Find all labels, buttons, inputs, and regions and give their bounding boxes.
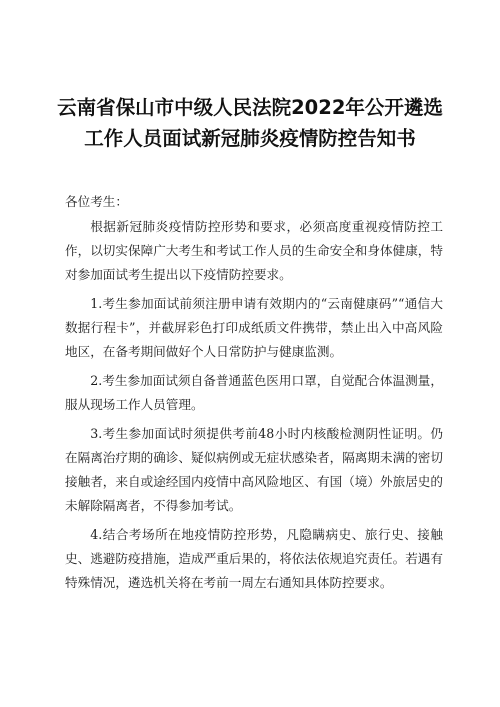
- paragraph-intro: 根据新冠肺炎疫情防控形势和要求，必须高度重视疫情防控工作，以切实保障广大考生和考试工作人员的生命安全和身体健康，特对参加面试考生提出以下疫情防控要求。: [65, 219, 443, 282]
- paragraph-item-1: 1.考生参加面试前须注册申请有效期内的“云南健康码”“通信大数据行程卡”，并截屏彩色打印成纸质文件携带，禁止出入中高风险地区，在备考期间做好个人日常防护与健康监测。: [65, 296, 443, 359]
- document-title: [40, 92, 460, 154]
- paragraph-item-2: 2.考生参加面试须自备普通蓝色医用口罩，自觉配合体温测量，服从现场工作人员管理。: [65, 373, 443, 412]
- title-line-2: 工作人员面试新冠肺炎疫情防控告知书: [84, 127, 416, 150]
- salutation: 各位考生：: [65, 194, 128, 209]
- title-line-1: 云南省保山市中级人民法院2022年公开遴选: [57, 96, 443, 119]
- paragraph-item-4: 4.结合考场所在地疫情防控形势，凡隐瞒病史、旅行史、接触史、逃避防疫措施，造成严重后果的，将依法依规追究责任。若遇有特殊情况，遴选机关将在考前一周左右通知具体防控要求。: [65, 527, 443, 590]
- paragraph-item-3: 3.考生参加面试时须提供考前48小时内核酸检测阴性证明。仍在隔离治疗期的确诊、疑似病例或无症状感染者，隔离期未满的密切接触者，来自或途经国内疫情中高风险地区、有国（境）外旅居史的未解除隔离者，不得参加考试。: [65, 426, 443, 513]
- document-body: [65, 190, 443, 600]
